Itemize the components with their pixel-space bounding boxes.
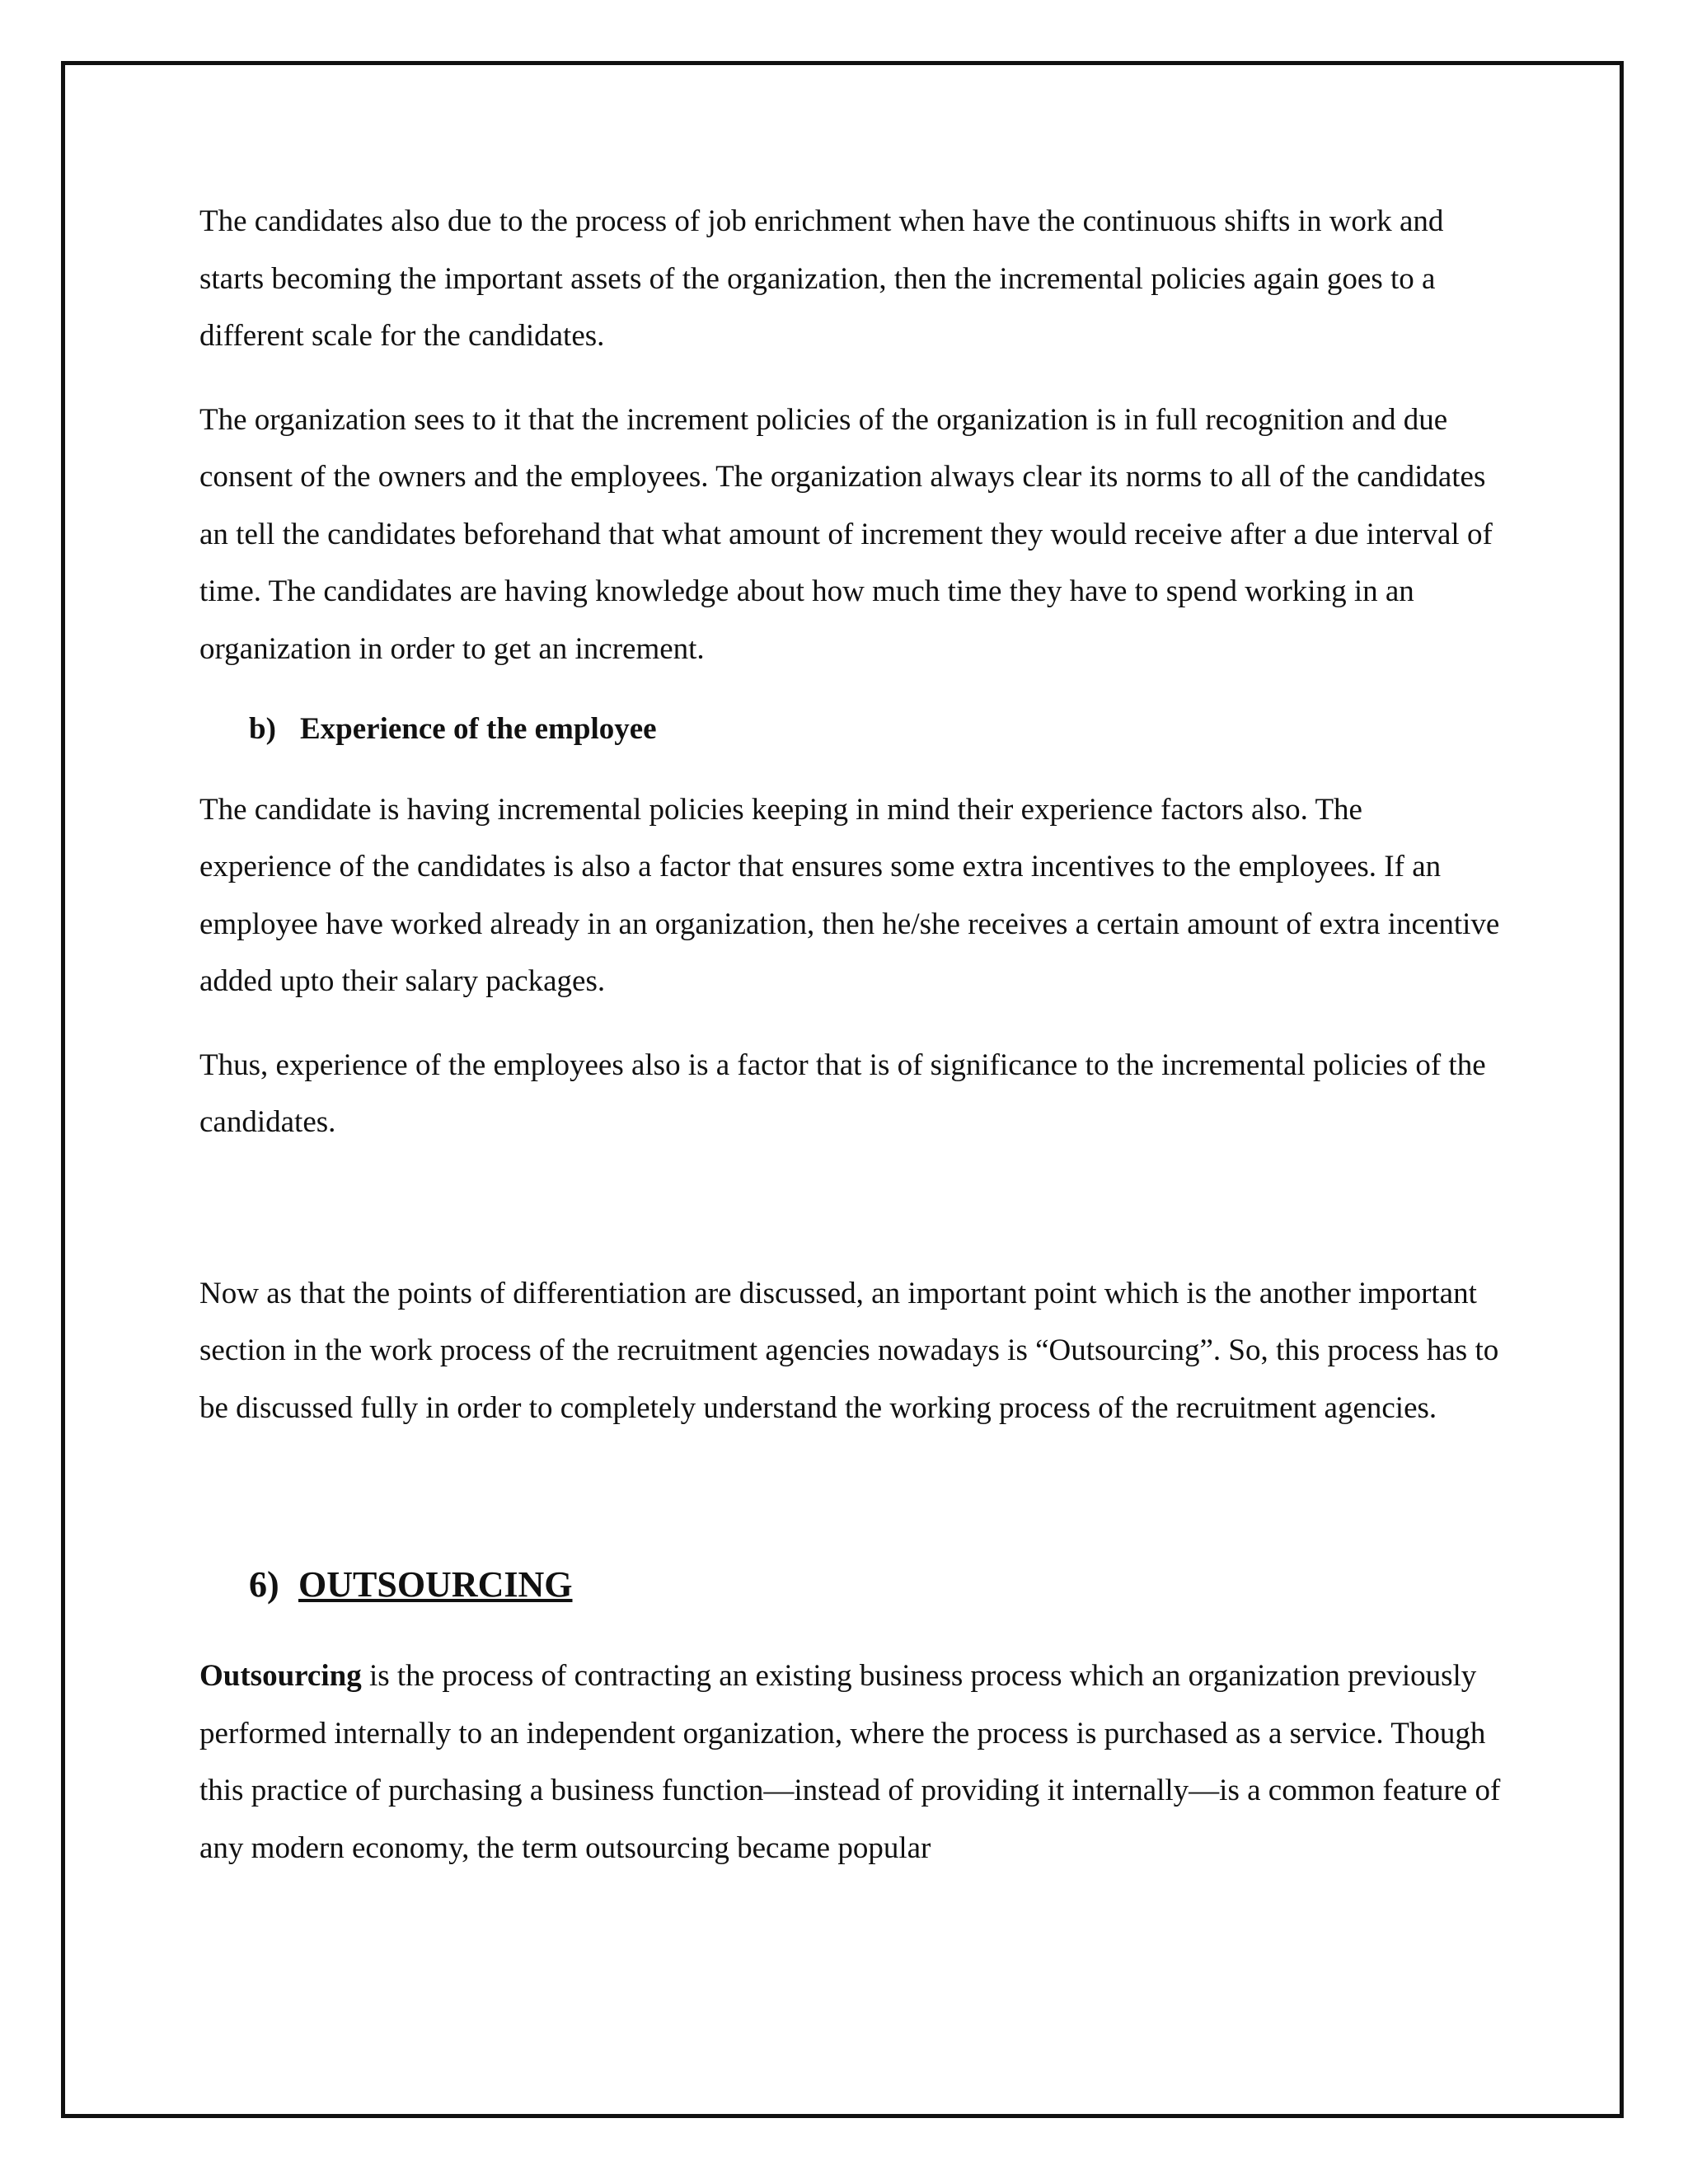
section-marker: 6) [249,1564,279,1605]
paragraph-outsourcing-intro: Now as that the points of differentiation are discussed, an important point which is the another important section in the work process of the recruitment agencies nowadays is “Outsourcing”. So, this process has to be discussed fully in order to completely understand the working process of the recruitment agencies. [199,1276,1499,1425]
outsourcing-definition-text: is the process of contracting an existing business process which an organization previously performed internally to an independent organization, where the process is purchased as a service. Though this practice of purchasing a business function—instead of providing it internally—is a common feature of any modern economy, the term outsourcing became popular [199,1659,1501,1865]
subheading-marker: b) [249,712,276,746]
outsourcing-term: Outsourcing [199,1659,362,1693]
subheading-experience [249,701,1502,758]
section-title: OUTSOURCING [298,1564,573,1605]
paragraph-experience-factors: The candidate is having incremental policies keeping in mind their experience factors also. The experience of the candidates is also a factor that ensures some extra incentives to the employees. If an employee have worked already in an organization, then he/she receives a certain amount of extra incentive added upto their salary packages. [199,792,1500,998]
document-body [199,193,1502,1877]
paragraph-experience-significance: Thus, experience of the employees also is a factor that is of significance to the incremental policies of the candidates. [199,1047,1486,1139]
paragraph-job-enrichment: The candidates also due to the process of job enrichment when have the continuous shifts in work and starts becoming the important assets of the organization, then the incremental policies again goes to a different scale for the candidates. [199,204,1444,353]
section-heading-outsourcing [249,1560,1502,1610]
paragraph-outsourcing-definition [199,1647,1502,1877]
subheading-title: Experience of the employee [300,712,657,746]
paragraph-increment-policies: The organization sees to it that the increment policies of the organization is in full recognition and due consent of the owners and the employees. The organization always clear its norms to all of the candidates an tell the candidates beforehand that what amount of increment they would receive after a due interval of time. The candidates are having knowledge about how much time they have to spend working in an organization in order to get an increment. [199,402,1493,666]
